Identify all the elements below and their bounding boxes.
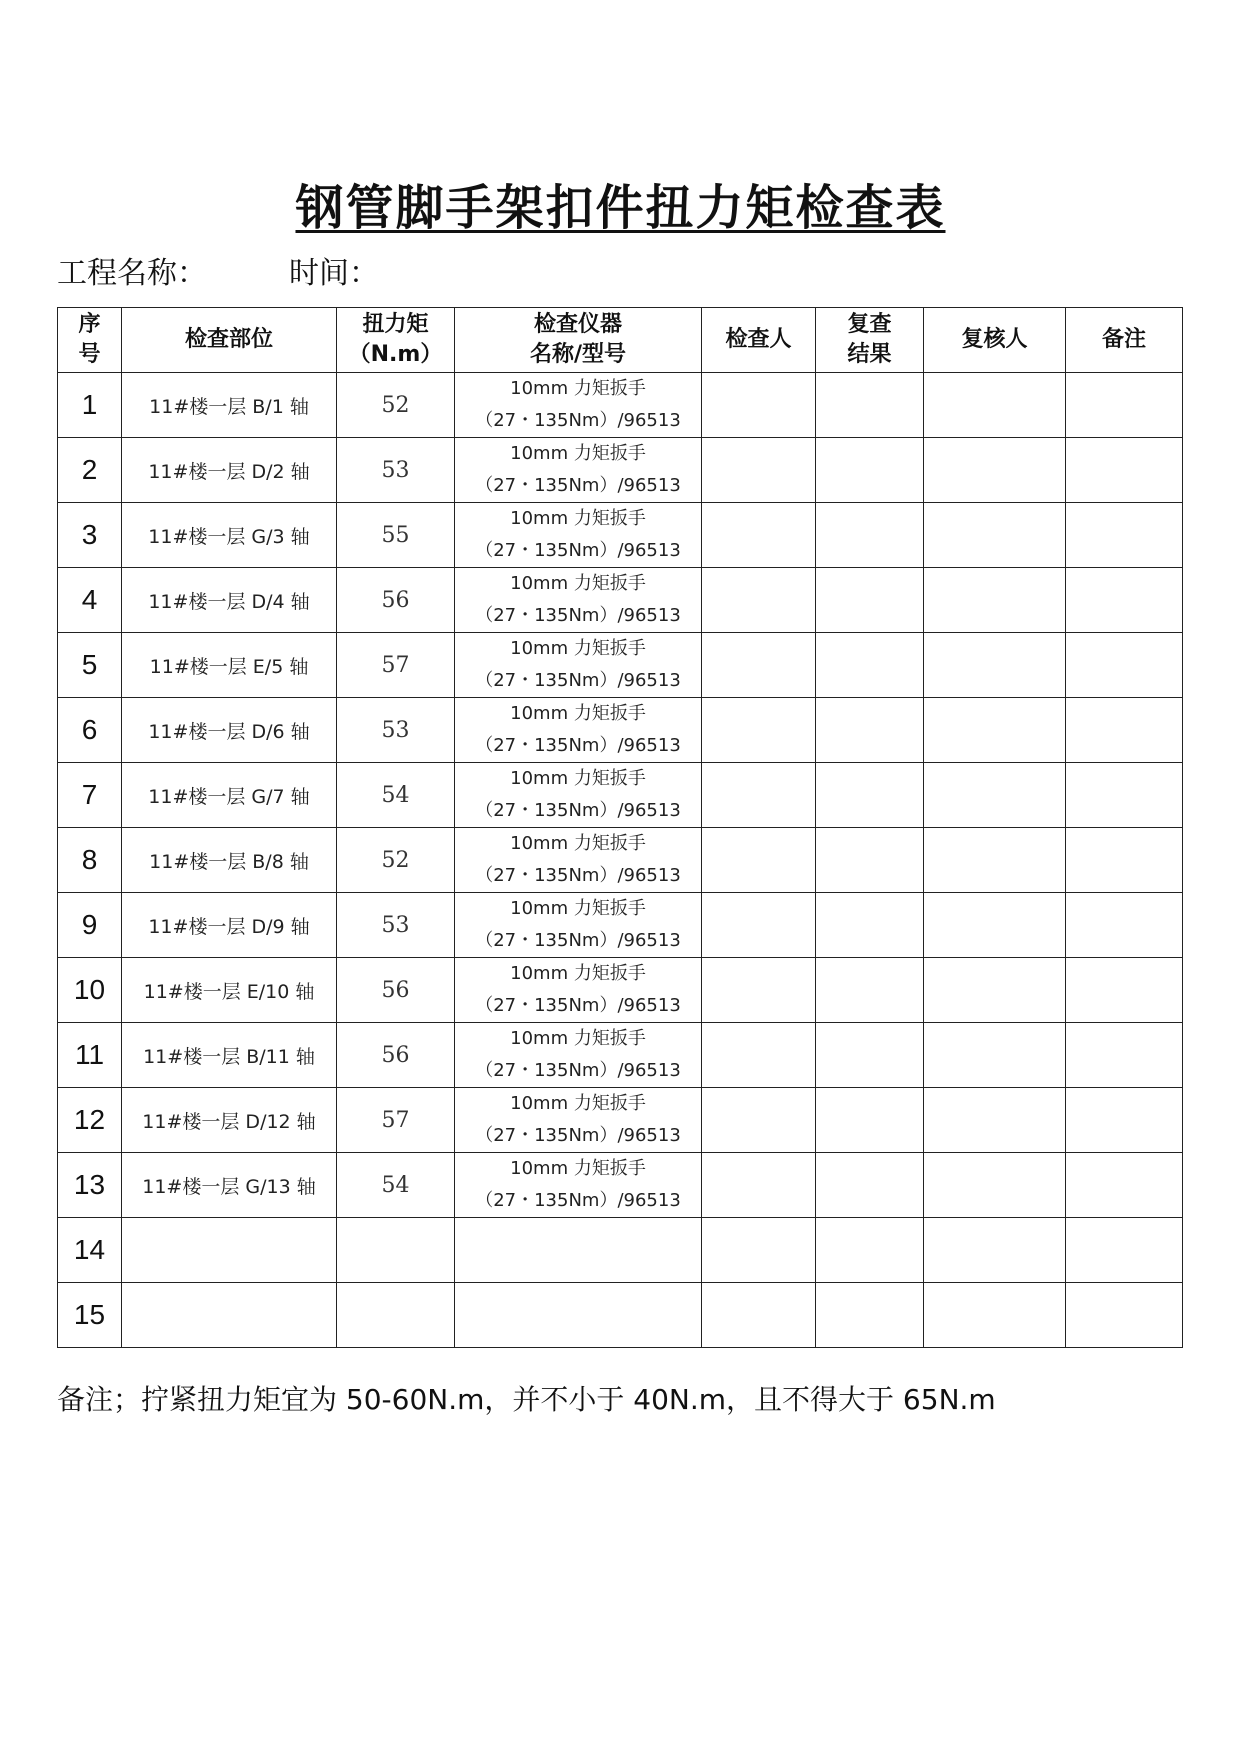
row-recheck-cell [816,1088,924,1153]
row-inspector-cell [702,698,816,763]
header-recheck-line1: 复查 [847,312,892,337]
torque-check-table [57,307,1183,1348]
row-instrument-cell [455,1283,702,1348]
row-remarks-cell [1066,763,1183,828]
instrument-name: 10mm 力矩扳手 [510,638,646,659]
row-location-cell: 11#楼一层 D/9 轴 [122,893,337,958]
row-inspector-cell [702,1218,816,1283]
row-torque-cell: 52 [337,828,455,893]
row-instrument-cell [455,763,702,828]
header-torque [337,308,455,373]
row-reviewer-cell [924,1153,1066,1218]
table-header-row [58,308,1183,373]
row-torque-cell [337,1218,455,1283]
instrument-model: （27・135Nm）/96513 [475,540,681,561]
row-remarks-cell [1066,1283,1183,1348]
row-index-cell: 3 [58,503,122,568]
row-reviewer-cell [924,828,1066,893]
row-index-cell: 10 [58,958,122,1023]
row-index-cell: 9 [58,893,122,958]
row-reviewer-cell [924,568,1066,633]
row-instrument-cell [455,828,702,893]
instrument-name: 10mm 力矩扳手 [510,898,646,919]
row-torque-cell: 53 [337,698,455,763]
instrument-model: （27・135Nm）/96513 [475,1190,681,1211]
row-reviewer-cell [924,893,1066,958]
row-location-cell: 11#楼一层 B/1 轴 [122,373,337,438]
row-inspector-cell [702,438,816,503]
row-remarks-cell [1066,958,1183,1023]
header-location: 检查部位 [122,308,337,373]
instrument-name: 10mm 力矩扳手 [510,703,646,724]
row-reviewer-cell [924,1283,1066,1348]
instrument-model: （27・135Nm）/96513 [475,995,681,1016]
row-reviewer-cell [924,373,1066,438]
table-row [58,958,1183,1023]
row-location-cell: 11#楼一层 G/13 轴 [122,1153,337,1218]
row-reviewer-cell [924,698,1066,763]
row-torque-cell: 57 [337,633,455,698]
row-recheck-cell [816,1283,924,1348]
row-remarks-cell [1066,1023,1183,1088]
header-reviewer: 复核人 [924,308,1066,373]
table-row [58,1218,1183,1283]
row-torque-cell: 56 [337,1023,455,1088]
instrument-model: （27・135Nm）/96513 [475,800,681,821]
table-row [58,763,1183,828]
row-remarks-cell [1066,893,1183,958]
row-inspector-cell [702,1153,816,1218]
row-reviewer-cell [924,763,1066,828]
table-row [58,1023,1183,1088]
row-torque-cell: 55 [337,503,455,568]
row-reviewer-cell [924,958,1066,1023]
header-recheck-result [816,308,924,373]
instrument-name: 10mm 力矩扳手 [510,963,646,984]
row-index-cell: 2 [58,438,122,503]
row-index-cell: 4 [58,568,122,633]
table-body [58,373,1183,1348]
meta-line [57,254,379,294]
instrument-model: （27・135Nm）/96513 [475,1060,681,1081]
row-torque-cell [337,1283,455,1348]
table-row [58,438,1183,503]
row-remarks-cell [1066,1153,1183,1218]
instrument-model: （27・135Nm）/96513 [475,475,681,496]
row-recheck-cell [816,763,924,828]
row-instrument-cell [455,373,702,438]
row-index-cell: 7 [58,763,122,828]
row-index-cell: 14 [58,1218,122,1283]
header-index-line2: 号 [78,342,101,367]
row-reviewer-cell [924,1218,1066,1283]
row-inspector-cell [702,763,816,828]
row-recheck-cell [816,1023,924,1088]
row-inspector-cell [702,633,816,698]
row-reviewer-cell [924,1023,1066,1088]
row-recheck-cell [816,438,924,503]
header-recheck-line2: 结果 [847,342,892,367]
table-row [58,373,1183,438]
instrument-model: （27・135Nm）/96513 [475,735,681,756]
row-inspector-cell [702,1023,816,1088]
row-recheck-cell [816,568,924,633]
row-index-cell: 8 [58,828,122,893]
row-recheck-cell [816,893,924,958]
instrument-name: 10mm 力矩扳手 [510,1158,646,1179]
table-row [58,893,1183,958]
instrument-model: （27・135Nm）/96513 [475,865,681,886]
instrument-model: （27・135Nm）/96513 [475,670,681,691]
row-recheck-cell [816,1153,924,1218]
row-torque-cell: 53 [337,893,455,958]
row-inspector-cell [702,1283,816,1348]
table-row [58,1088,1183,1153]
table-row [58,828,1183,893]
row-recheck-cell [816,503,924,568]
row-reviewer-cell [924,1088,1066,1153]
row-location-cell: 11#楼一层 E/5 轴 [122,633,337,698]
row-instrument-cell [455,1088,702,1153]
row-location-cell: 11#楼一层 E/10 轴 [122,958,337,1023]
row-location-cell: 11#楼一层 G/3 轴 [122,503,337,568]
project-name-label: 工程名称： [57,256,207,291]
row-recheck-cell [816,958,924,1023]
time-label: 时间： [289,256,379,291]
row-remarks-cell [1066,1088,1183,1153]
row-remarks-cell [1066,828,1183,893]
instrument-name: 10mm 力矩扳手 [510,768,646,789]
row-instrument-cell [455,568,702,633]
row-reviewer-cell [924,503,1066,568]
instrument-model: （27・135Nm）/96513 [475,410,681,431]
header-instrument-line1: 检查仪器 [533,312,622,337]
row-index-cell: 15 [58,1283,122,1348]
row-location-cell: 11#楼一层 D/6 轴 [122,698,337,763]
header-torque-line1: 扭力矩 [362,312,429,337]
row-remarks-cell [1066,503,1183,568]
row-index-cell: 13 [58,1153,122,1218]
instrument-name: 10mm 力矩扳手 [510,1093,646,1114]
page-title-text: 钢管脚手架扣件扭力矩检查表 [295,180,946,236]
row-inspector-cell [702,958,816,1023]
row-remarks-cell [1066,633,1183,698]
row-location-cell: 11#楼一层 G/7 轴 [122,763,337,828]
row-index-cell: 1 [58,373,122,438]
table-row [58,698,1183,763]
row-remarks-cell [1066,568,1183,633]
row-reviewer-cell [924,438,1066,503]
row-location-cell: 11#楼一层 D/4 轴 [122,568,337,633]
row-instrument-cell [455,633,702,698]
row-recheck-cell [816,828,924,893]
header-index-line1: 序 [78,312,101,337]
header-instrument [455,308,702,373]
instrument-model: （27・135Nm）/96513 [475,930,681,951]
instrument-model: （27・135Nm）/96513 [475,1125,681,1146]
row-instrument-cell [455,893,702,958]
header-inspector: 检查人 [702,308,816,373]
row-location-cell: 11#楼一层 B/8 轴 [122,828,337,893]
row-torque-cell: 54 [337,1153,455,1218]
header-instrument-line2: 名称/型号 [529,342,627,367]
instrument-model: （27・135Nm）/96513 [475,605,681,626]
row-instrument-cell [455,1218,702,1283]
table-row [58,503,1183,568]
row-remarks-cell [1066,438,1183,503]
table-row [58,1153,1183,1218]
row-instrument-cell [455,503,702,568]
table-row [58,633,1183,698]
header-index [58,308,122,373]
row-torque-cell: 56 [337,958,455,1023]
table-row [58,1283,1183,1348]
row-remarks-cell [1066,373,1183,438]
row-location-cell [122,1283,337,1348]
row-location-cell: 11#楼一层 D/2 轴 [122,438,337,503]
row-location-cell: 11#楼一层 B/11 轴 [122,1023,337,1088]
row-instrument-cell [455,438,702,503]
row-remarks-cell [1066,698,1183,763]
row-recheck-cell [816,1218,924,1283]
row-instrument-cell [455,1153,702,1218]
row-instrument-cell [455,698,702,763]
instrument-name: 10mm 力矩扳手 [510,1028,646,1049]
row-reviewer-cell [924,633,1066,698]
row-torque-cell: 52 [337,373,455,438]
row-instrument-cell [455,1023,702,1088]
page-title [0,178,1241,238]
instrument-name: 10mm 力矩扳手 [510,443,646,464]
row-location-cell [122,1218,337,1283]
row-inspector-cell [702,1088,816,1153]
row-index-cell: 12 [58,1088,122,1153]
row-inspector-cell [702,503,816,568]
row-index-cell: 5 [58,633,122,698]
footnote: 备注；拧紧扭力矩宜为 50-60N.m，并不小于 40N.m，且不得大于 65N.m [57,1383,996,1416]
row-index-cell: 11 [58,1023,122,1088]
row-recheck-cell [816,633,924,698]
row-inspector-cell [702,828,816,893]
instrument-name: 10mm 力矩扳手 [510,508,646,529]
row-torque-cell: 53 [337,438,455,503]
row-torque-cell: 57 [337,1088,455,1153]
row-recheck-cell [816,373,924,438]
instrument-name: 10mm 力矩扳手 [510,833,646,854]
header-torque-line2: （N.m） [348,342,443,367]
instrument-name: 10mm 力矩扳手 [510,378,646,399]
row-index-cell: 6 [58,698,122,763]
header-remarks: 备注 [1066,308,1183,373]
row-inspector-cell [702,893,816,958]
row-recheck-cell [816,698,924,763]
row-instrument-cell [455,958,702,1023]
instrument-name: 10mm 力矩扳手 [510,573,646,594]
row-inspector-cell [702,373,816,438]
row-torque-cell: 54 [337,763,455,828]
row-torque-cell: 56 [337,568,455,633]
table-row [58,568,1183,633]
row-inspector-cell [702,568,816,633]
row-location-cell: 11#楼一层 D/12 轴 [122,1088,337,1153]
row-remarks-cell [1066,1218,1183,1283]
